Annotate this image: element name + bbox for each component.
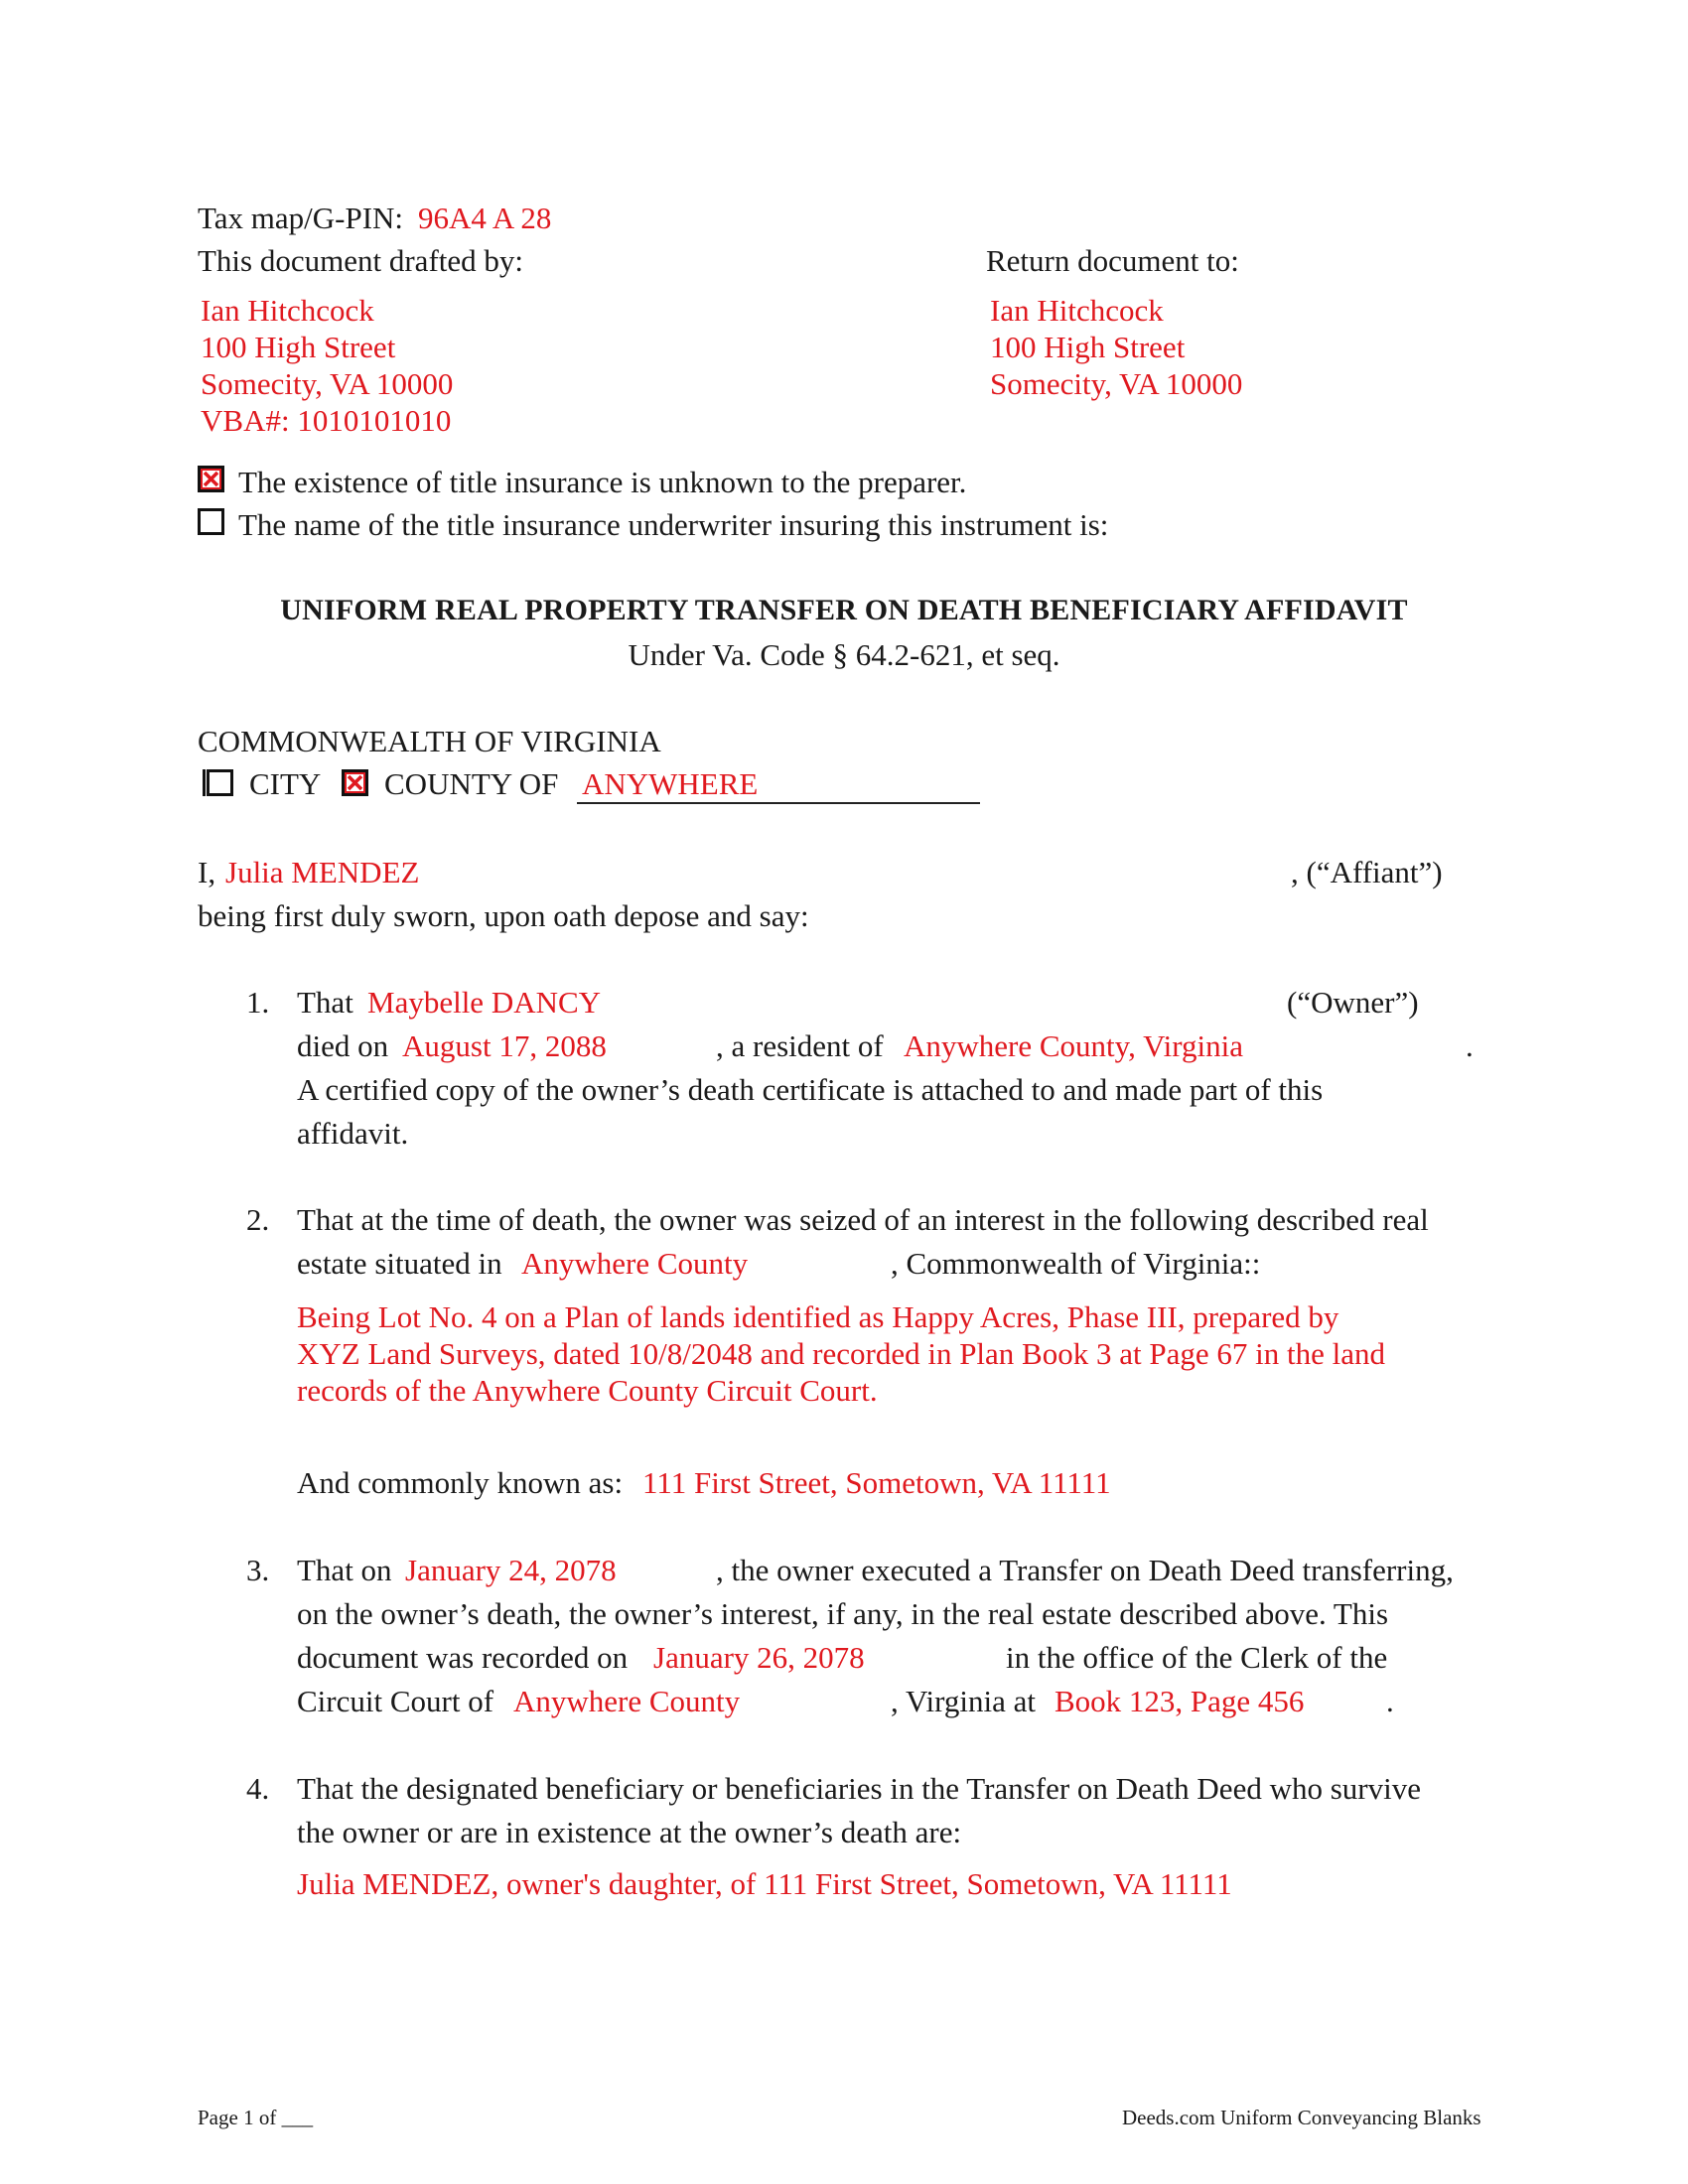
book-page[interactable]: Book 123, Page 456: [1055, 1684, 1305, 1718]
item-4-line-1: That the designated beneficiary or beneficiaries in the Transfer on Death Deed who survive: [297, 1771, 1421, 1806]
return-city[interactable]: Somecity, VA 10000: [990, 366, 1243, 401]
item-1-that: That: [297, 985, 353, 1020]
item-1-line-4: affidavit.: [297, 1116, 409, 1151]
county-value[interactable]: ANYWHERE: [582, 766, 759, 801]
item-3-line-2: on the owner’s death, the owner’s interest, if any, in the real estate described above. This: [297, 1596, 1389, 1631]
return-street[interactable]: 100 High Street: [990, 330, 1186, 364]
item-1-died-on: died on: [297, 1028, 389, 1063]
item-3-circuit-court-of: Circuit Court of: [297, 1684, 494, 1718]
drafter-name[interactable]: Ian Hitchcock: [201, 293, 374, 328]
known-as-label: And commonly known as:: [297, 1465, 624, 1500]
executed-date[interactable]: January 24, 2078: [405, 1553, 617, 1587]
drafted-by-label: This document drafted by:: [198, 243, 523, 278]
item-3-virginia-at: , Virginia at: [891, 1684, 1036, 1718]
item-1-line-3: A certified copy of the owner’s death certificate is attached to and made part of this: [297, 1072, 1324, 1107]
check-x-icon: [201, 469, 221, 489]
item-3-recorded-on: document was recorded on: [297, 1640, 629, 1675]
death-date[interactable]: August 17, 2088: [402, 1028, 607, 1063]
affiant-name[interactable]: Julia MENDEZ: [225, 855, 420, 889]
commonwealth-heading: COMMONWEALTH OF VIRGINIA: [198, 724, 661, 758]
check-x-icon: [345, 772, 365, 793]
item-3-clerk-text: in the office of the Clerk of the: [1006, 1640, 1388, 1675]
tax-map-label: Tax map/G-PIN:: [198, 201, 404, 235]
title-insurance-unknown-checkbox[interactable]: [198, 466, 224, 492]
item-2-number: 2.: [246, 1202, 270, 1237]
document-title: UNIFORM REAL PROPERTY TRANSFER ON DEATH BENEFICIARY AFFIDAVIT: [280, 594, 1408, 626]
recorded-date[interactable]: January 26, 2078: [653, 1640, 865, 1675]
county-label: COUNTY OF: [384, 766, 559, 801]
item-2-commonwealth: , Commonwealth of Virginia::: [891, 1246, 1261, 1281]
drafter-street[interactable]: 100 High Street: [201, 330, 396, 364]
item-3-number: 3.: [246, 1553, 270, 1587]
brand-name: Deeds.com: [1122, 2106, 1215, 2129]
item-2-line-1: That at the time of death, the owner was seized of an interest in the following described real: [297, 1202, 1429, 1237]
owner-tag: (“Owner”): [1287, 985, 1419, 1020]
legal-description-line-3[interactable]: records of the Anywhere County Circuit Court.: [297, 1373, 878, 1408]
affiant-suffix: , (“Affiant”): [1291, 855, 1443, 889]
return-name[interactable]: Ian Hitchcock: [990, 293, 1164, 328]
affiant-sworn-text: being first duly sworn, upon oath depose and say:: [198, 898, 809, 933]
court-county[interactable]: Anywhere County: [513, 1684, 741, 1718]
owner-name[interactable]: Maybelle DANCY: [367, 985, 602, 1020]
footer-brand: [1122, 2108, 1481, 2128]
title-insurance-unknown-label: The existence of title insurance is unknown to the preparer.: [238, 465, 967, 499]
county-underline: [577, 802, 980, 804]
item-4-line-2: the owner or are in existence at the owner’s death are:: [297, 1815, 962, 1849]
title-underwriter-checkbox[interactable]: [198, 508, 224, 535]
item-3-executed-text: , the owner executed a Transfer on Death Deed transferring,: [716, 1553, 1454, 1587]
drafter-city[interactable]: Somecity, VA 10000: [201, 366, 454, 401]
item-1-resident-of: , a resident of: [716, 1028, 884, 1063]
item-1-period: .: [1466, 1028, 1474, 1063]
affiant-prefix: I,: [198, 855, 216, 889]
owner-residence[interactable]: Anywhere County, Virginia: [904, 1028, 1243, 1063]
title-underwriter-label: The name of the title insurance underwriter insuring this instrument is:: [238, 507, 1109, 542]
page-number: Page 1 of ___: [198, 2106, 314, 2129]
brand-suffix: Uniform Conveyancing Blanks: [1220, 2106, 1481, 2129]
county-checkbox[interactable]: [342, 769, 368, 796]
return-to-label: Return document to:: [986, 243, 1239, 278]
beneficiary[interactable]: Julia MENDEZ, owner's daughter, of 111 First Street, Sometown, VA 11111: [297, 1866, 1232, 1901]
item-3-period: .: [1386, 1684, 1394, 1718]
item-2-situated-in: estate situated in: [297, 1246, 502, 1281]
legal-description-line-1[interactable]: Being Lot No. 4 on a Plan of lands identified as Happy Acres, Phase III, prepared by: [297, 1299, 1339, 1334]
item-3-that-on: That on: [297, 1553, 392, 1587]
drafter-vba[interactable]: VBA#: 1010101010: [201, 403, 452, 438]
legal-description-line-2[interactable]: XYZ Land Surveys, dated 10/8/2048 and recorded in Plan Book 3 at Page 67 in the land: [297, 1336, 1385, 1371]
city-checkbox[interactable]: [207, 769, 233, 796]
tax-map-value[interactable]: 96A4 A 28: [418, 201, 552, 235]
document-subtitle: Under Va. Code § 64.2-621, et seq.: [628, 637, 1060, 672]
known-as-address[interactable]: 111 First Street, Sometown, VA 11111: [642, 1465, 1111, 1500]
city-label: CITY: [249, 766, 322, 801]
item-1-number: 1.: [246, 985, 270, 1020]
property-county[interactable]: Anywhere County: [521, 1246, 749, 1281]
item-4-number: 4.: [246, 1771, 270, 1806]
